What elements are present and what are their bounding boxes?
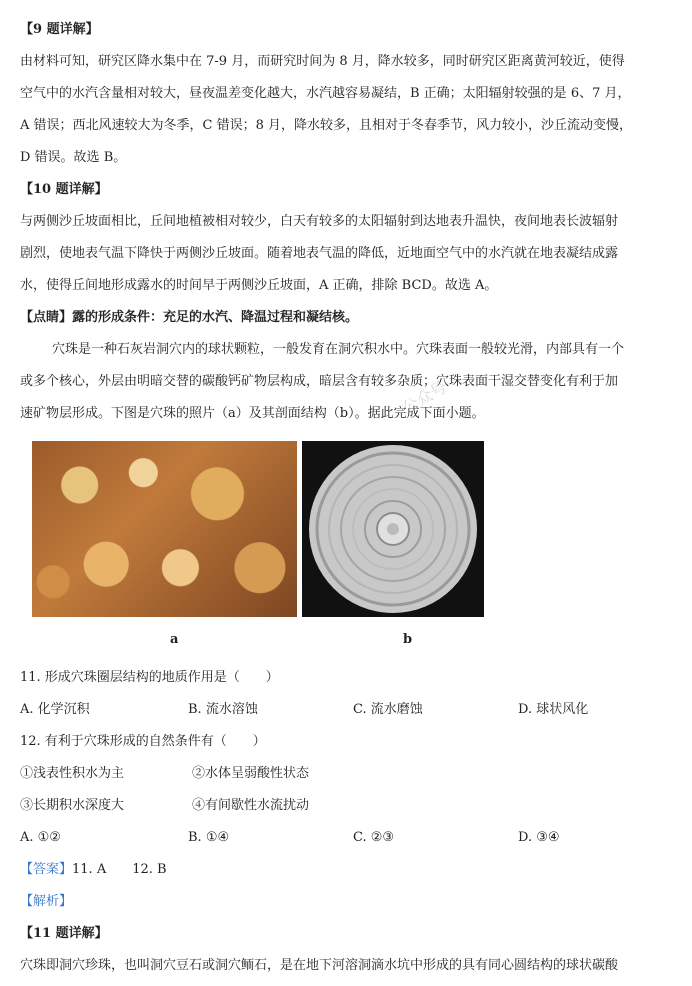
q11-option-c: C. 流水磨蚀 [353, 702, 423, 717]
answer-line [20, 860, 680, 880]
q11-option-a: A. 化学沉积 [20, 702, 90, 717]
q12-item: ④有间歇性水流扰动 [192, 798, 310, 813]
watermark: 公众号 [398, 377, 451, 418]
answer-text: 11. A 12. B [72, 862, 167, 877]
material-line: 速矿物层形成。下图是穴珠的照片（a）及其剖面结构（b）。据此完成下面小题。 [20, 406, 485, 421]
answer-label: 【答案】 [20, 862, 73, 877]
q12-option-b: B. ①④ [188, 830, 230, 845]
caption-b: b [403, 632, 413, 647]
section-10-line: 水，使得丘间地形成露水的时间早于两侧沙丘坡面，A 正确，排除 BCD。故选 A。 [20, 278, 498, 293]
q11-option-d: D. 球状风化 [518, 702, 589, 717]
section-10-heading: 【10 题详解】 [20, 182, 108, 197]
q12-option-a: A. ①② [20, 830, 61, 845]
question-11-stem: 11. 形成穴珠圈层结构的地质作用是（ ） [20, 670, 279, 685]
question-12-stem: 12. 有利于穴珠形成的自然条件有（ ） [20, 734, 266, 749]
section-9-heading: 【9 题详解】 [20, 22, 99, 37]
section-9-line: 由材料可知，研究区降水集中在 7-9 月，而研究时间为 8 月，降水较多，同时研究区距离黄河较近，使得 [20, 54, 625, 69]
tip-text: 【点睛】露的形成条件：充足的水汽、降温过程和凝结核。 [20, 310, 359, 325]
material-line: 穴珠是一种石灰岩洞穴内的球状颗粒，一般发育在洞穴积水中。穴珠表面一般较光滑，内部具有一个 [52, 342, 625, 357]
q11-option-b: B. 流水溶蚀 [188, 702, 258, 717]
section-10-line: 剧烈，使地表气温下降快于两侧沙丘坡面。随着地表气温的降低，近地面空气中的水汽就在地表凝结成露 [20, 246, 619, 261]
material-line: 或多个核心，外层由明暗交替的碳酸钙矿物层构成，暗层含有较多杂质；穴珠表面干湿交替变化有利于加 [20, 374, 619, 389]
analysis-label: 【解析】 [20, 894, 73, 909]
section-11-heading: 【11 题详解】 [20, 926, 108, 941]
section-9-line: 空气中的水汽含量相对较大，昼夜温差变化越大，水汽越容易凝结，B 正确；太阳辐射较强的是 6、7 月， [20, 86, 631, 101]
q12-item: ③长期积水深度大 [20, 798, 125, 813]
cave-pearl-cross-section [302, 441, 484, 617]
section-10-line: 与两侧沙丘坡面相比，丘间地植被相对较少，白天有较多的太阳辐射到达地表升温快，夜间地表长波辐射 [20, 214, 619, 229]
q12-item: ②水体呈弱酸性状态 [192, 766, 310, 781]
section-9-line: A 错误；西北风速较大为冬季，C 错误；8 月，降水较多，且相对于冬春季节，风力较小，沙丘流动变慢， [20, 118, 633, 133]
cave-pearl-photo [32, 441, 297, 617]
q12-option-c: C. ②③ [353, 830, 395, 845]
q12-item: ①浅表性积水为主 [20, 766, 125, 781]
q12-option-d: D. ③④ [518, 830, 560, 845]
caption-a: a [170, 632, 179, 647]
section-11-line: 穴珠即洞穴珍珠，也叫洞穴豆石或洞穴鲕石，是在地下河溶洞滴水坑中形成的具有同心圆结构的球状碳酸 [20, 958, 619, 973]
cross-section-svg [302, 441, 484, 617]
section-9-line: D 错误。故选 B。 [20, 150, 127, 165]
